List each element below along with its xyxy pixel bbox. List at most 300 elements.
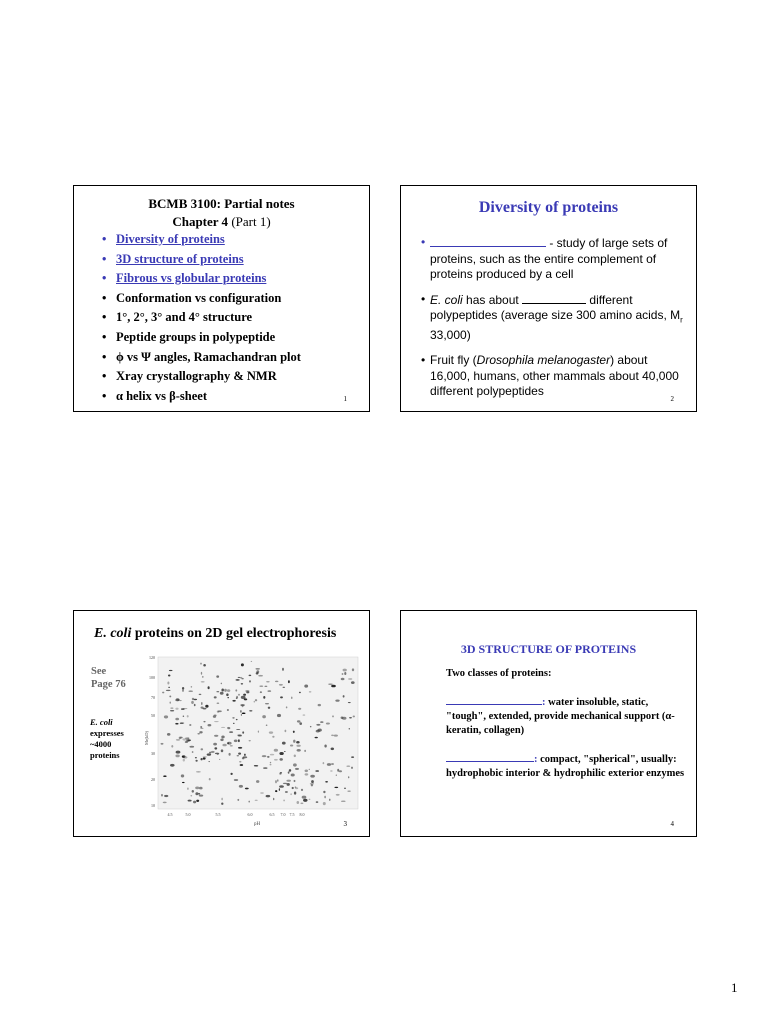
gel-spot bbox=[326, 722, 330, 724]
gel-spot bbox=[327, 763, 331, 766]
topic-item: • ϕ vs Ψ angles, Ramachandran plot bbox=[102, 348, 301, 368]
gel-spot bbox=[236, 679, 240, 681]
gel-spot bbox=[230, 745, 233, 746]
gel-spot bbox=[192, 790, 194, 793]
gel-spot bbox=[169, 695, 171, 697]
gel-spot bbox=[232, 700, 235, 702]
gel-spot bbox=[229, 753, 231, 756]
gel-spot bbox=[192, 698, 194, 700]
gel-spot bbox=[201, 702, 203, 705]
gel-spot bbox=[343, 695, 345, 697]
gel-spot bbox=[188, 800, 192, 802]
class-globular bbox=[446, 752, 686, 781]
gel-spot bbox=[320, 721, 323, 723]
gel-spot bbox=[242, 712, 246, 714]
bullet-text: 33,000) bbox=[430, 328, 471, 343]
gel-spot bbox=[187, 788, 189, 790]
gel-spot bbox=[239, 761, 241, 763]
gel-spot bbox=[274, 749, 278, 752]
gel-spot bbox=[279, 785, 284, 788]
gel-spot bbox=[170, 707, 173, 708]
gel-spot bbox=[167, 682, 169, 685]
gel-spot bbox=[229, 732, 233, 733]
gel-y-ticks bbox=[149, 655, 155, 808]
gel-spot bbox=[254, 701, 255, 702]
gel-spot bbox=[227, 689, 230, 692]
topic-item: • Peptide groups in polypeptide bbox=[102, 328, 301, 348]
colon: : bbox=[542, 697, 546, 708]
gel-spot bbox=[218, 710, 222, 712]
gel-y-tick: 120 bbox=[149, 655, 155, 660]
gel-spot bbox=[241, 663, 244, 666]
slide-3-title bbox=[94, 626, 336, 642]
gel-spot bbox=[220, 738, 223, 741]
gel-background bbox=[158, 657, 358, 809]
gel-spot bbox=[175, 754, 179, 757]
gel-spot bbox=[215, 753, 219, 755]
gel-spot bbox=[249, 710, 252, 712]
gel-spot bbox=[168, 687, 170, 688]
gel-spot bbox=[351, 681, 355, 684]
gel-spot bbox=[255, 668, 260, 669]
gel-spot bbox=[270, 754, 274, 756]
species-name: E. coli bbox=[430, 292, 463, 307]
gel-spot bbox=[309, 691, 312, 692]
gel-spot bbox=[305, 770, 309, 773]
gel-spot bbox=[232, 717, 234, 718]
gel-spot bbox=[203, 721, 205, 723]
slide-1-title bbox=[74, 195, 369, 231]
gel-spot bbox=[310, 775, 315, 778]
gel-spot bbox=[227, 697, 229, 698]
gel-spot bbox=[316, 730, 320, 733]
bullet-fruit-fly bbox=[421, 353, 686, 400]
gel-spot bbox=[323, 802, 326, 805]
gel-y-tick: 50 bbox=[151, 713, 155, 718]
chapter-label: Chapter 4 bbox=[172, 214, 229, 229]
gel-spot bbox=[199, 694, 202, 695]
gel-spot bbox=[286, 780, 291, 782]
gel-spot bbox=[310, 726, 311, 728]
species-name: Drosophila melanogaster bbox=[476, 352, 611, 367]
page-number: 1 bbox=[731, 980, 738, 995]
gel-spot bbox=[304, 685, 308, 688]
gel-spot bbox=[245, 690, 249, 692]
gel-spot bbox=[182, 782, 185, 783]
gel-spot bbox=[267, 756, 270, 758]
gel-spot bbox=[170, 764, 175, 767]
gel-x-tick: 7.5 bbox=[289, 812, 295, 817]
gel-spot bbox=[203, 756, 207, 758]
gel-spot bbox=[283, 783, 287, 784]
gel-spot bbox=[201, 748, 204, 750]
gel-spot bbox=[209, 778, 211, 780]
gel-spot bbox=[175, 708, 178, 710]
gel-spot bbox=[184, 755, 186, 757]
gel-spot bbox=[330, 770, 333, 771]
gel-spot bbox=[285, 791, 288, 793]
gel-spot bbox=[222, 744, 226, 747]
gel-spot bbox=[239, 785, 243, 788]
gel-spot bbox=[341, 678, 345, 681]
topic-link-3d-structure[interactable]: • 3D structure of proteins bbox=[102, 250, 301, 270]
slide-1 bbox=[73, 185, 370, 412]
gel-spot bbox=[294, 780, 296, 782]
gel-spot bbox=[309, 799, 311, 800]
gel-spot bbox=[188, 690, 192, 692]
gel-spot bbox=[249, 680, 251, 682]
gel-spot bbox=[189, 724, 191, 725]
gel-spot bbox=[296, 745, 300, 747]
gel-spot bbox=[323, 791, 325, 793]
gel-spot bbox=[324, 796, 326, 799]
gel-spot bbox=[316, 801, 319, 802]
gel-spot bbox=[290, 793, 291, 795]
gel-spot bbox=[169, 670, 173, 671]
gel-spot bbox=[297, 720, 301, 722]
gel-spot bbox=[348, 678, 352, 679]
gel-spot bbox=[299, 692, 301, 693]
gel-spot bbox=[185, 737, 189, 739]
slide-number: 3 bbox=[343, 820, 347, 828]
gel-spot bbox=[249, 740, 251, 741]
gel-spot bbox=[294, 792, 296, 795]
gel-spot bbox=[318, 704, 321, 706]
bullet-text: Fruit fly ( bbox=[430, 352, 477, 367]
gel-spot bbox=[199, 731, 202, 733]
gel-spot bbox=[290, 744, 293, 746]
gel-spot bbox=[236, 729, 240, 730]
gel-spot bbox=[216, 691, 219, 692]
gel-spot bbox=[242, 757, 245, 759]
gel-spot bbox=[328, 684, 333, 685]
gel-spot bbox=[241, 683, 244, 685]
gel-spot bbox=[175, 718, 179, 721]
slide-4-body bbox=[446, 667, 686, 781]
gel-spot bbox=[256, 780, 259, 783]
gel-spot bbox=[341, 716, 344, 718]
gel-spot bbox=[323, 762, 325, 764]
gel-spot bbox=[311, 780, 314, 783]
gel-spot bbox=[234, 739, 238, 742]
gel-spot bbox=[325, 781, 328, 783]
gel-spot bbox=[339, 770, 342, 772]
gel-spot bbox=[216, 675, 219, 677]
gel-spot bbox=[254, 765, 258, 767]
gel-spot bbox=[214, 735, 218, 737]
gel-spot bbox=[329, 799, 330, 801]
gel-spot bbox=[277, 714, 281, 717]
gel-spot bbox=[244, 754, 246, 756]
fill-in-blank bbox=[446, 695, 542, 705]
gel-spot bbox=[195, 787, 199, 790]
gel-spot bbox=[234, 779, 238, 780]
gel-spot bbox=[335, 699, 339, 701]
gel-spot bbox=[277, 779, 278, 782]
gel-spot bbox=[192, 751, 194, 753]
gel-spot bbox=[266, 681, 269, 682]
side-note-line: proteins bbox=[90, 750, 120, 760]
gel-spot bbox=[297, 749, 301, 752]
species-name: E. coli bbox=[90, 717, 113, 727]
gel-spot bbox=[238, 752, 241, 754]
gel-spot bbox=[221, 798, 222, 801]
gel-spot bbox=[168, 675, 171, 677]
gel-spot bbox=[336, 774, 337, 776]
gel-spot bbox=[334, 787, 338, 788]
gel-spot bbox=[348, 776, 349, 778]
gel-spot bbox=[227, 727, 229, 729]
gel-spot bbox=[214, 721, 219, 722]
gel-spot bbox=[349, 717, 352, 718]
gel-spot bbox=[301, 789, 303, 791]
gel-spot bbox=[214, 714, 217, 716]
gel-spot bbox=[182, 689, 184, 692]
gel-x-tick: 5.0 bbox=[185, 812, 191, 817]
gel-spot bbox=[237, 799, 239, 801]
fill-in-blank bbox=[522, 292, 586, 304]
gel-spot bbox=[297, 801, 300, 804]
gel-spot bbox=[235, 689, 237, 691]
gel-spot bbox=[200, 728, 203, 729]
topic-item: • Conformation vs configuration bbox=[102, 289, 301, 309]
gel-spot bbox=[236, 697, 237, 699]
gel-spot bbox=[238, 735, 242, 736]
gel-spot bbox=[221, 749, 224, 752]
gel-spot bbox=[299, 722, 302, 725]
gel-spot bbox=[175, 723, 178, 725]
gel-spot bbox=[256, 672, 259, 674]
title-line-1: BCMB 3100: Partial notes bbox=[148, 196, 295, 211]
gel-spot bbox=[233, 723, 235, 724]
bullet-text: - study of large sets of proteins, such as the entire complement of proteins produced by a cell bbox=[430, 236, 668, 282]
slide-2-title: Diversity of proteins bbox=[478, 199, 619, 216]
gel-spot bbox=[331, 747, 334, 750]
gel-spot bbox=[284, 751, 286, 752]
slide-2 bbox=[400, 185, 697, 412]
gel-spot bbox=[227, 742, 228, 744]
gel-spot bbox=[185, 741, 188, 743]
gel-spot bbox=[243, 694, 246, 696]
species-name: E. coli bbox=[94, 626, 132, 641]
gel-spot bbox=[196, 771, 201, 773]
gel-spot bbox=[214, 696, 217, 698]
gel-spot bbox=[291, 697, 292, 700]
gel-spot bbox=[171, 745, 173, 748]
gel-spot bbox=[176, 751, 181, 754]
gel-spot bbox=[269, 731, 273, 733]
gel-spot bbox=[262, 715, 266, 718]
slide-4 bbox=[400, 610, 697, 837]
gel-spot bbox=[263, 696, 265, 699]
gel-spot bbox=[167, 733, 170, 736]
gel-spot bbox=[241, 714, 242, 716]
gel-spot bbox=[267, 690, 271, 692]
gel-spot bbox=[341, 801, 346, 802]
colon: : bbox=[534, 754, 538, 765]
gel-spot bbox=[302, 796, 307, 799]
gel-spot bbox=[296, 741, 300, 744]
gel-spot bbox=[258, 675, 263, 677]
gel-spot bbox=[251, 661, 253, 662]
gel-spot bbox=[230, 773, 232, 775]
topic-item: • α helix vs β-sheet bbox=[102, 387, 301, 407]
gel-spot bbox=[255, 699, 257, 701]
bullet-text: ) about 16,000, humans, other mammals about 40,000 different polypeptides bbox=[430, 352, 679, 399]
gel-spot bbox=[263, 767, 267, 769]
bullet-proteomics bbox=[421, 235, 686, 283]
gel-x-ticks bbox=[168, 812, 305, 817]
gel-spot bbox=[293, 731, 295, 733]
gel-y-label: Mr(kD) bbox=[144, 731, 149, 745]
gel-spot bbox=[241, 678, 243, 679]
see-label: See bbox=[91, 666, 107, 677]
gel-spot bbox=[161, 794, 163, 797]
gel-spot bbox=[202, 676, 204, 678]
gel-spot bbox=[163, 802, 167, 804]
topic-item: • Xray crystallography & NMR bbox=[102, 367, 301, 387]
gel-spot bbox=[166, 690, 171, 691]
slide-2-body bbox=[421, 235, 686, 409]
gel-spot bbox=[260, 793, 264, 794]
gel-spot bbox=[201, 672, 202, 675]
gel-spot bbox=[248, 801, 249, 803]
gel-spot bbox=[264, 686, 267, 687]
gel-spot bbox=[195, 757, 197, 758]
gel-spot bbox=[196, 800, 199, 802]
gel-spot bbox=[217, 703, 220, 704]
gel-spot bbox=[309, 769, 310, 770]
gel-spot bbox=[266, 795, 271, 797]
gel-spot bbox=[183, 716, 185, 717]
gel-spot bbox=[189, 746, 194, 748]
gel-spot bbox=[208, 686, 210, 689]
gel-y-tick: 10 bbox=[151, 803, 155, 808]
gel-spot bbox=[236, 719, 238, 720]
gel-spot bbox=[194, 704, 196, 707]
gel-spot bbox=[200, 663, 201, 665]
gel-spot bbox=[244, 698, 247, 700]
gel-spot bbox=[344, 672, 346, 675]
gel-spot bbox=[220, 692, 224, 695]
gel-spot bbox=[270, 762, 271, 764]
fill-in-blank bbox=[430, 235, 546, 247]
gel-spot bbox=[200, 758, 202, 760]
gel-spot bbox=[351, 767, 352, 769]
gel-spot bbox=[298, 708, 301, 710]
gel-y-tick: 100 bbox=[149, 675, 155, 680]
gel-spot bbox=[293, 740, 295, 743]
page-reference bbox=[91, 665, 126, 691]
gel-x-tick: 4.5 bbox=[167, 812, 173, 817]
title-text: proteins on 2D gel electrophoresis bbox=[131, 626, 337, 641]
gel-spot bbox=[240, 710, 242, 713]
topic-item: • 1°, 2°, 3° and 4° structure bbox=[102, 308, 301, 328]
gel-spot bbox=[208, 761, 210, 762]
gel-spot bbox=[237, 755, 239, 756]
gel-spot bbox=[211, 751, 215, 753]
gel-spot bbox=[213, 743, 217, 746]
gel-spot bbox=[164, 715, 168, 718]
fill-in-blank bbox=[446, 752, 534, 762]
subscript: r bbox=[680, 315, 683, 325]
topic-list bbox=[102, 230, 301, 406]
gel-spot bbox=[279, 752, 283, 755]
gel-spot bbox=[295, 786, 297, 788]
gel-spot bbox=[282, 668, 284, 671]
side-note bbox=[90, 717, 124, 761]
gel-x-tick: 7.0 bbox=[280, 812, 286, 817]
slide-number: 1 bbox=[343, 395, 347, 403]
gel-spot bbox=[305, 773, 309, 775]
gel-spot bbox=[316, 724, 320, 726]
gel-spot bbox=[266, 725, 268, 726]
gel-spot bbox=[219, 759, 220, 760]
slide-3 bbox=[73, 610, 370, 837]
intro-text: Two classes of proteins: bbox=[446, 668, 552, 679]
gel-spot bbox=[208, 724, 212, 726]
gel-spot bbox=[302, 715, 305, 716]
gel-spot bbox=[182, 687, 184, 690]
gel-spot bbox=[199, 787, 203, 790]
gel-spot bbox=[187, 739, 191, 741]
gel-spot bbox=[344, 788, 346, 789]
gel-spot bbox=[331, 734, 334, 736]
slide-4-title: 3D STRUCTURE OF PROTEINS bbox=[460, 642, 637, 656]
gel-x-label: pH bbox=[254, 822, 261, 827]
gel-spot bbox=[274, 759, 278, 761]
gel-spot bbox=[170, 710, 174, 711]
class-fibrous bbox=[446, 695, 686, 738]
gel-spot bbox=[238, 677, 241, 678]
slide-number: 2 bbox=[670, 395, 674, 403]
topic-link-fibrous-globular[interactable]: • Fibrous vs globular proteins bbox=[102, 269, 301, 289]
gel-spot bbox=[179, 737, 182, 740]
gel-spot bbox=[183, 759, 185, 762]
gel-spot bbox=[161, 743, 164, 745]
gel-spot bbox=[284, 730, 286, 733]
gel-spot bbox=[342, 673, 344, 675]
gel-spot bbox=[260, 691, 262, 693]
title-line-2 bbox=[74, 213, 369, 231]
part-label: (Part 1) bbox=[231, 214, 271, 229]
bullet-text: different polypeptides (average size 300 amino acids, M bbox=[430, 292, 681, 323]
gel-x-tick: 8.0 bbox=[299, 812, 305, 817]
gel-spot bbox=[272, 736, 274, 738]
gel-spot bbox=[207, 753, 211, 755]
gel-spot bbox=[294, 754, 296, 757]
gel-spot bbox=[181, 708, 185, 709]
gel-spot bbox=[200, 726, 202, 728]
gel-spot bbox=[164, 795, 168, 797]
gel-spot bbox=[205, 705, 208, 708]
gel-spot bbox=[193, 801, 196, 804]
gel-spot bbox=[352, 668, 354, 671]
gel-spot bbox=[181, 722, 184, 723]
gel-spot bbox=[289, 769, 291, 772]
gel-x-tick: 6.5 bbox=[269, 812, 275, 817]
gel-spot bbox=[279, 684, 283, 686]
gel-spot bbox=[191, 701, 194, 704]
gel-spot bbox=[259, 686, 263, 687]
topic-link-diversity[interactable]: • Diversity of proteins bbox=[102, 230, 301, 250]
gel-spot bbox=[347, 791, 350, 792]
gel-spot bbox=[258, 730, 259, 732]
gel-spot bbox=[282, 687, 285, 688]
gel-spot bbox=[286, 706, 288, 708]
gel-spot bbox=[304, 750, 305, 752]
gel-spot bbox=[191, 686, 193, 687]
